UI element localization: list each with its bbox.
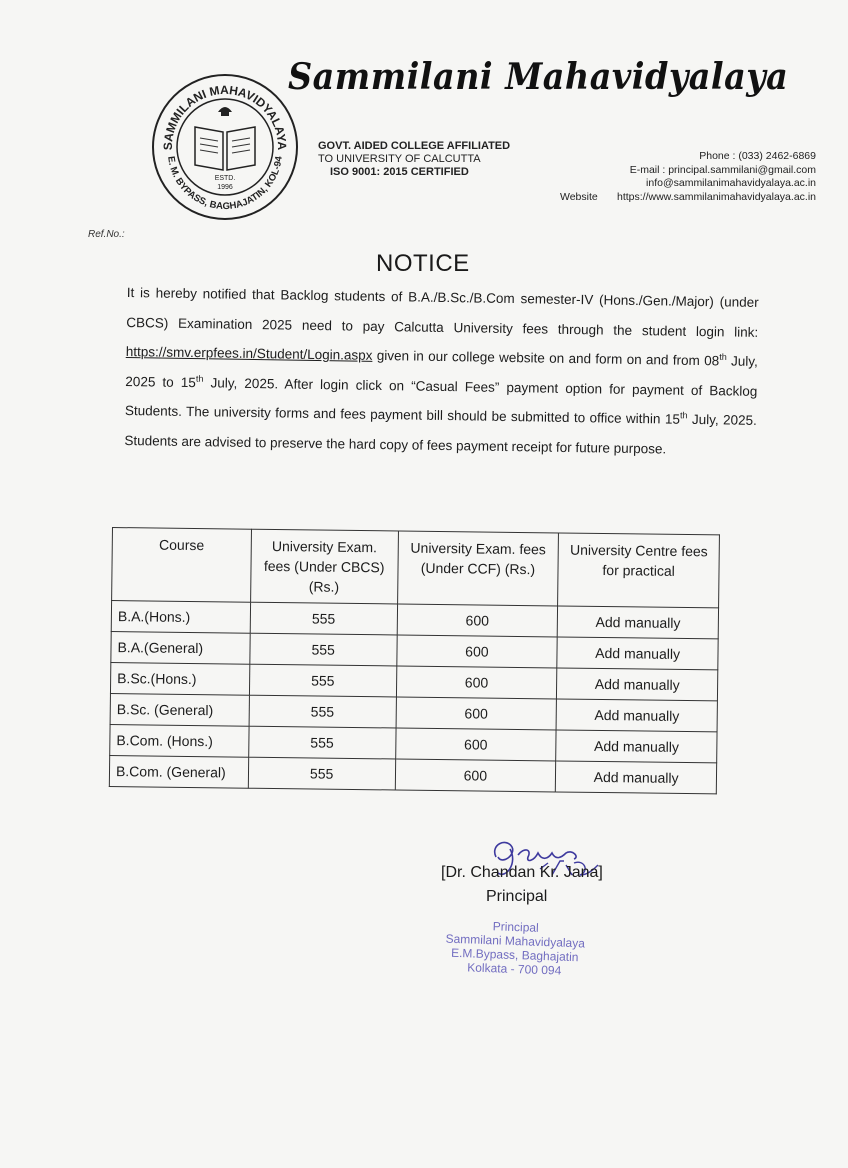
notice-body [124, 278, 759, 465]
cell-ccf-fee: 600 [397, 604, 558, 637]
notice-text-part-4: July, 2025. After login click on “Casual Fees” payment option for payment of Backlog Students. The university forms and fees payment bill should be submitted to office within [124, 374, 758, 427]
stamp-line-2: Sammilani Mahavidyalaya [445, 931, 586, 951]
cell-ccf-fee: 600 [395, 759, 556, 792]
website-label: Website [560, 190, 598, 203]
notice-text-part-2: given in our college website on and form on and from [372, 347, 705, 369]
table-row [109, 755, 716, 793]
stamp-line-4: Kolkata - 700 094 [467, 960, 562, 978]
cell-cbcs-fee: 555 [249, 695, 396, 728]
college-logo-seal [150, 72, 300, 222]
ref-no-label: Ref.No.: [88, 229, 125, 240]
date-submit-suffix: th [679, 410, 688, 421]
affiliation-line-3: ISO 9001: 2015 CERTIFIED [330, 166, 469, 178]
column-header-ccf: University Exam. fees (Under CCF) (Rs.) [397, 531, 559, 606]
logo-estd: ESTD. [214, 175, 236, 182]
notice-text-part-1: It is hereby notified that Backlog students of B.A./B.Sc./B.Com semester-IV (Hons./Gen./Major) (under CBCS) Examination 2025 need to pay Calcutta University fees through the student login link: [126, 284, 759, 340]
cell-ccf-fee: 600 [396, 697, 557, 730]
contact-block [560, 150, 816, 204]
cell-practical-fee: Add manually [556, 730, 717, 763]
date-start-day: 08 [704, 353, 720, 369]
logo-text-bottom: E. M. BYPASS, BAGHAJATIN, KOL-94 [165, 155, 285, 213]
cell-cbcs-fee: 555 [249, 664, 396, 697]
notice-text-part-3: July, 2025 to [125, 353, 758, 390]
affiliation-line-1: GOVT. AIDED COLLEGE AFFILIATED [318, 140, 511, 152]
cell-practical-fee: Add manually [556, 699, 717, 732]
cell-practical-fee: Add manually [557, 668, 718, 701]
principal-title: Principal [486, 888, 548, 905]
date-start-suffix: th [719, 351, 727, 362]
email-primary: E-mail : principal.sammilani@gmail.com [629, 163, 816, 176]
cell-course: B.A.(General) [111, 631, 250, 664]
website-url: https://www.sammilanimahavidyalaya.ac.in [617, 190, 816, 203]
stamp-line-1: Principal [492, 919, 539, 935]
logo-text-top: SAMMILANI MAHAVIDYALAYA [160, 82, 290, 151]
fees-table [109, 527, 720, 794]
cell-ccf-fee: 600 [395, 728, 556, 761]
cell-cbcs-fee: 555 [250, 633, 397, 666]
stamp-line-3: E.M.Bypass, Baghajatin [450, 945, 579, 965]
cell-practical-fee: Add manually [557, 637, 718, 670]
column-header-cbcs: University Exam. fees (Under CBCS) (Rs.) [250, 529, 398, 604]
cell-ccf-fee: 600 [396, 635, 557, 668]
phone-text: Phone : (033) 2462-6869 [699, 150, 816, 162]
date-end-day: 15 [180, 374, 197, 390]
affiliation-line-2: TO UNIVERSITY OF CALCUTTA [318, 153, 481, 165]
cell-cbcs-fee: 555 [248, 757, 395, 790]
email-secondary: info@sammilanimahavidyalaya.ac.in [646, 177, 816, 189]
cell-cbcs-fee: 555 [250, 602, 397, 635]
notice-title: NOTICE [376, 250, 470, 277]
affiliation-block [318, 140, 510, 179]
cell-course: B.Sc. (General) [110, 693, 249, 726]
table-header-row [112, 528, 720, 608]
principal-stamp [429, 917, 601, 979]
principal-name: [Dr. Chandan Kr. Jana] [441, 864, 603, 881]
cell-course: B.Com. (General) [109, 755, 248, 788]
cell-course: B.Com. (Hons.) [110, 724, 249, 757]
login-link[interactable]: https://smv.erpfees.in/Student/Login.aspx [125, 343, 373, 363]
cell-ccf-fee: 600 [396, 666, 557, 699]
column-header-practical: University Centre fees for practical [558, 533, 720, 608]
cell-practical-fee: Add manually [557, 606, 718, 639]
cell-practical-fee: Add manually [556, 761, 717, 794]
college-name: Sammilani Mahavidyalaya [288, 56, 789, 98]
cell-course: B.Sc.(Hons.) [110, 662, 249, 695]
logo-year: 1996 [217, 184, 233, 191]
column-header-course: Course [112, 528, 252, 603]
svg-text:SAMMILANI MAHAVIDYALAYA [161, 83, 289, 151]
cell-course: B.A.(Hons.) [111, 601, 250, 634]
date-submit-day: 15 [664, 411, 681, 427]
notice-text-part-5: July, 2025. Students are advised to preserve the hard copy of fees payment receipt for future purpose. [124, 411, 757, 456]
cell-cbcs-fee: 555 [248, 726, 395, 759]
date-end-suffix: th [195, 373, 204, 384]
